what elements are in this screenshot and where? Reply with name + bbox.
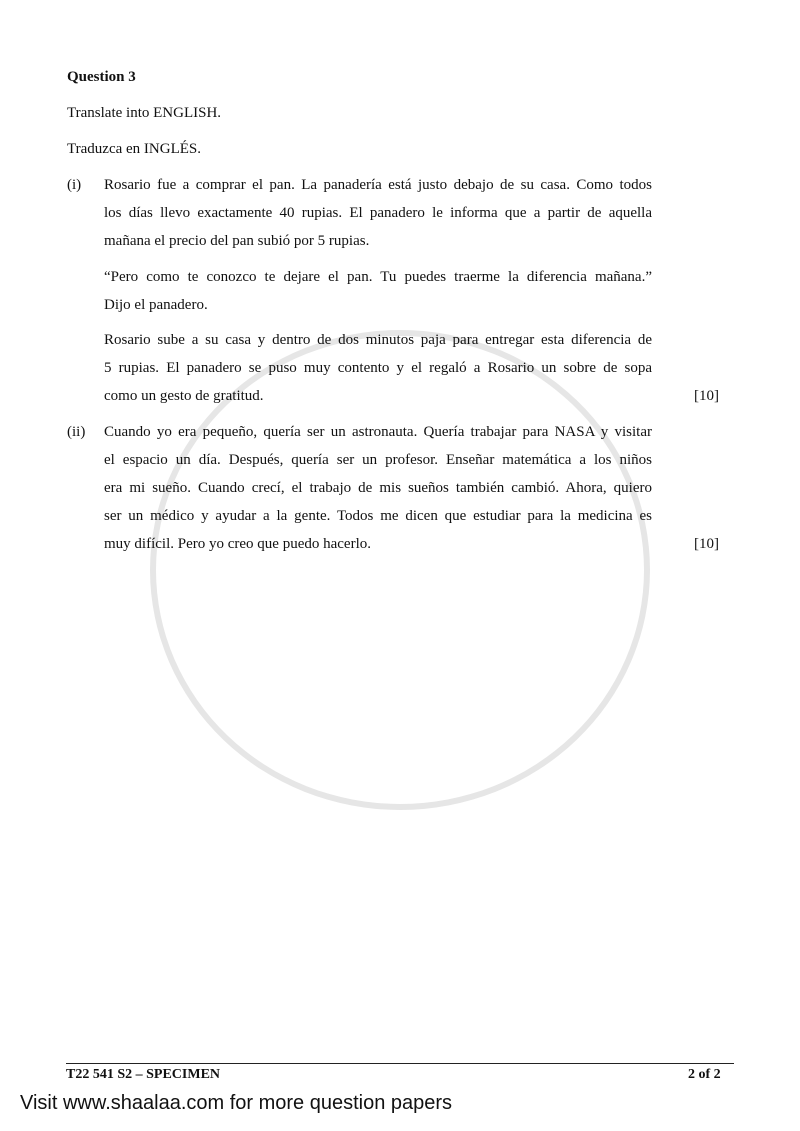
text-line: “Pero como te conozco te dejare el pan. Tu puedes traerme la diferencia mañana.” (104, 269, 652, 285)
text-line: Cuando yo era pequeño, quería ser un astronauta. Quería trabajar para NASA y visitar (104, 424, 652, 440)
text-line: mañana el precio del pan subió por 5 rupias. (104, 233, 370, 249)
text-line: Dijo el panadero. (104, 297, 208, 313)
text-line: Rosario fue a comprar el pan. La panadería está justo debajo de su casa. Como todos (104, 177, 652, 193)
text-line: el espacio un día. Después, quería ser un profesor. Enseñar matemática a los niños (104, 452, 652, 468)
text-line: muy difícil. Pero yo creo que puedo hacerlo. (104, 536, 371, 552)
visit-banner: Visit www.shaalaa.com for more question papers (20, 1092, 453, 1114)
text-line: como un gesto de gratitud. (104, 388, 264, 404)
text-line: Rosario sube a su casa y dentro de dos minutos paja para entregar esta diferencia de (104, 332, 652, 348)
paragraph (104, 326, 652, 410)
text-line: era mi sueño. Cuando crecí, el trabajo de mis sueños también cambió. Ahora, quiero (104, 480, 652, 496)
question-title: Question 3 (67, 69, 136, 85)
footer-code: T22 541 S2 – SPECIMEN (66, 1067, 221, 1082)
text-line: los días llevo exactamente 40 rupias. El panadero le informa que a partir de aquella (104, 205, 652, 221)
text-line: ser un médico y ayudar a la gente. Todos me dicen que estudiar para la medicina es (104, 508, 652, 524)
text-line: 5 rupias. El panadero se puso muy contento y el regaló a Rosario un sobre de sopa (104, 360, 652, 376)
paragraph (104, 171, 652, 255)
part-number: (i) (67, 177, 82, 193)
part-number: (ii) (67, 424, 86, 440)
paragraph (104, 418, 652, 558)
instruction-english: Translate into ENGLISH. (67, 105, 222, 121)
instruction-spanish: Traduzca en INGLÉS. (67, 141, 201, 157)
marks: [10] (694, 536, 719, 552)
marks: [10] (694, 388, 719, 404)
paragraph (104, 263, 652, 319)
footer-page: 2 of 2 (688, 1067, 721, 1082)
